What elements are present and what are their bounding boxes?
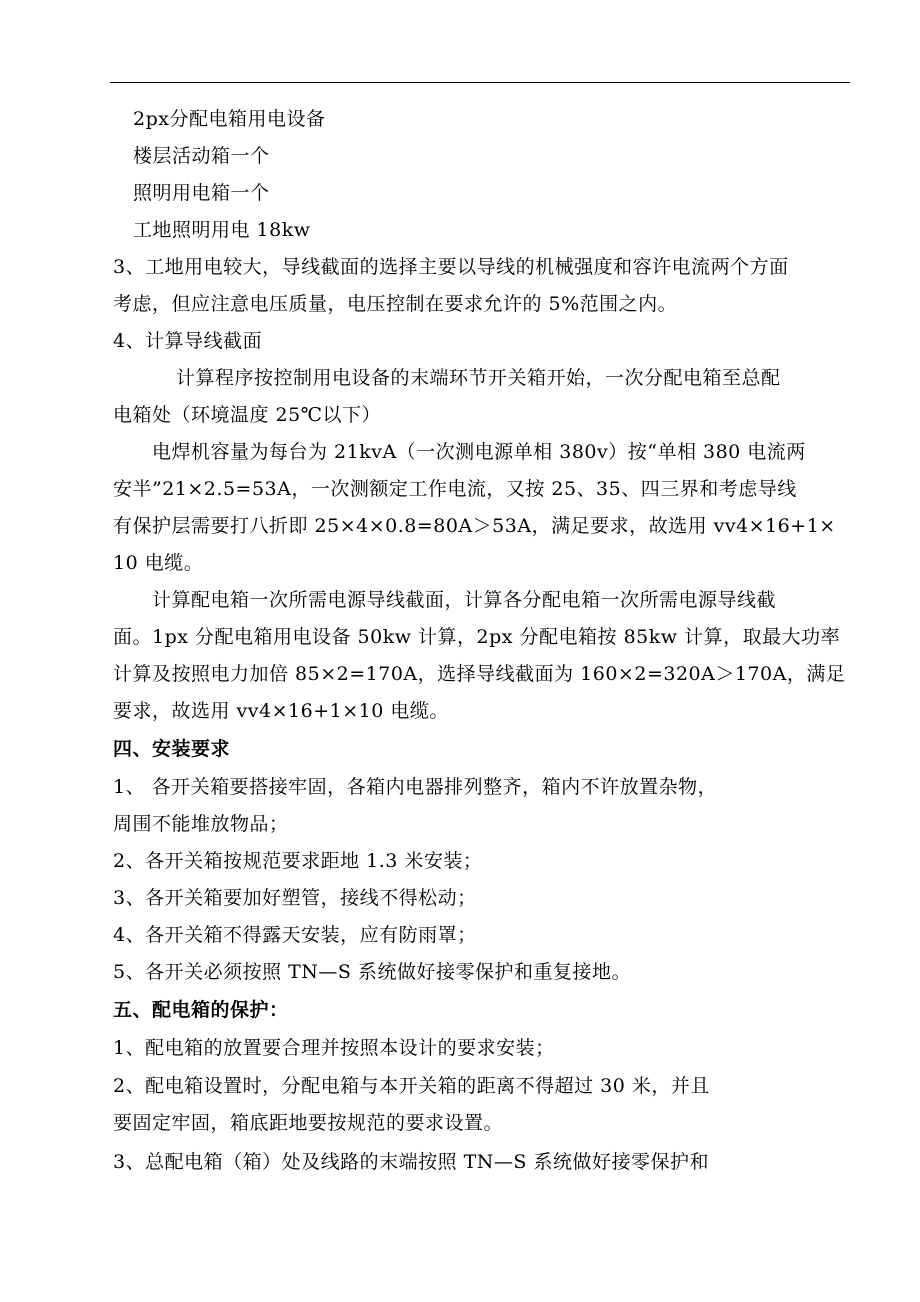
text-line: 有保护层需要打八折即 25×4×0.8=80A＞53A，满足要求，故选用 vv4×16+1×: [113, 515, 836, 537]
text-line: 2、各开关箱按规范要求距地 1.3 米安装；: [113, 850, 483, 872]
text-line: 安半”21×2.5=53A，一次测额定工作电流，又按 25、35、四三界和考虑导线: [113, 478, 797, 500]
text-line: 照明用电箱一个: [133, 182, 270, 204]
text-line: 2、配电箱设置时，分配电箱与本开关箱的距离不得超过 30 米，并且: [113, 1075, 710, 1097]
text-line: 电箱处（环境温度 25℃以下）: [113, 404, 381, 426]
header-rule: [110, 82, 850, 83]
text-line: 2px分配电箱用电设备: [133, 108, 326, 130]
section-heading: 五、配电箱的保护：: [113, 999, 289, 1021]
text-line: 1、配电箱的放置要合理并按照本设计的要求安装；: [113, 1037, 555, 1059]
text-line: 要求，故选用 vv4×16+1×10 电缆。: [113, 700, 449, 722]
text-line: 楼层活动箱一个: [133, 145, 270, 167]
text-line: 电焊机容量为每台为 21kvA（一次测电源单相 380v）按“单相 380 电流两: [152, 441, 806, 463]
text-line: 10 电缆。: [113, 552, 204, 574]
text-line: 3、各开关箱要加好塑管，接线不得松动；: [113, 887, 477, 909]
text-line: 3、总配电箱（箱）处及线路的末端按照 TN—S 系统做好接零保护和: [113, 1151, 709, 1173]
text-line: 3、工地用电较大，导线截面的选择主要以导线的机械强度和容许电流两个方面: [113, 256, 789, 278]
text-line: 计算配电箱一次所需电源导线截面，计算各分配电箱一次所需电源导线截: [152, 589, 777, 611]
text-line: 面。1px 分配电箱用电设备 50kw 计算，2px 分配电箱按 85kw 计算，取最大功率: [113, 626, 841, 648]
text-line: 5、各开关必须按照 TN—S 系统做好接零保护和重复接地。: [113, 961, 631, 983]
text-line: 4、各开关箱不得露天安装，应有防雨罩；: [113, 924, 477, 946]
text-line: 计算及按照电力加倍 85×2=170A，选择导线截面为 160×2=320A＞170A，满足: [113, 663, 846, 685]
text-line: 要固定牢固，箱底距地要按规范的要求设置。: [113, 1112, 504, 1134]
text-line: 周围不能堆放物品；: [113, 813, 289, 835]
section-heading: 四、安装要求: [113, 738, 231, 760]
text-line: 1、 各开关箱要搭接牢固，各箱内电器排列整齐，箱内不许放置杂物，: [113, 776, 718, 798]
text-line: 考虑，但应注意电压质量，电压控制在要求允许的 5%范围之内。: [113, 293, 678, 315]
text-line: 工地照明用电 18kw: [133, 219, 311, 241]
text-line: 计算程序按控制用电设备的末端环节开关箱开始，一次分配电箱至总配: [176, 367, 781, 389]
text-line: 4、计算导线截面: [113, 330, 263, 352]
